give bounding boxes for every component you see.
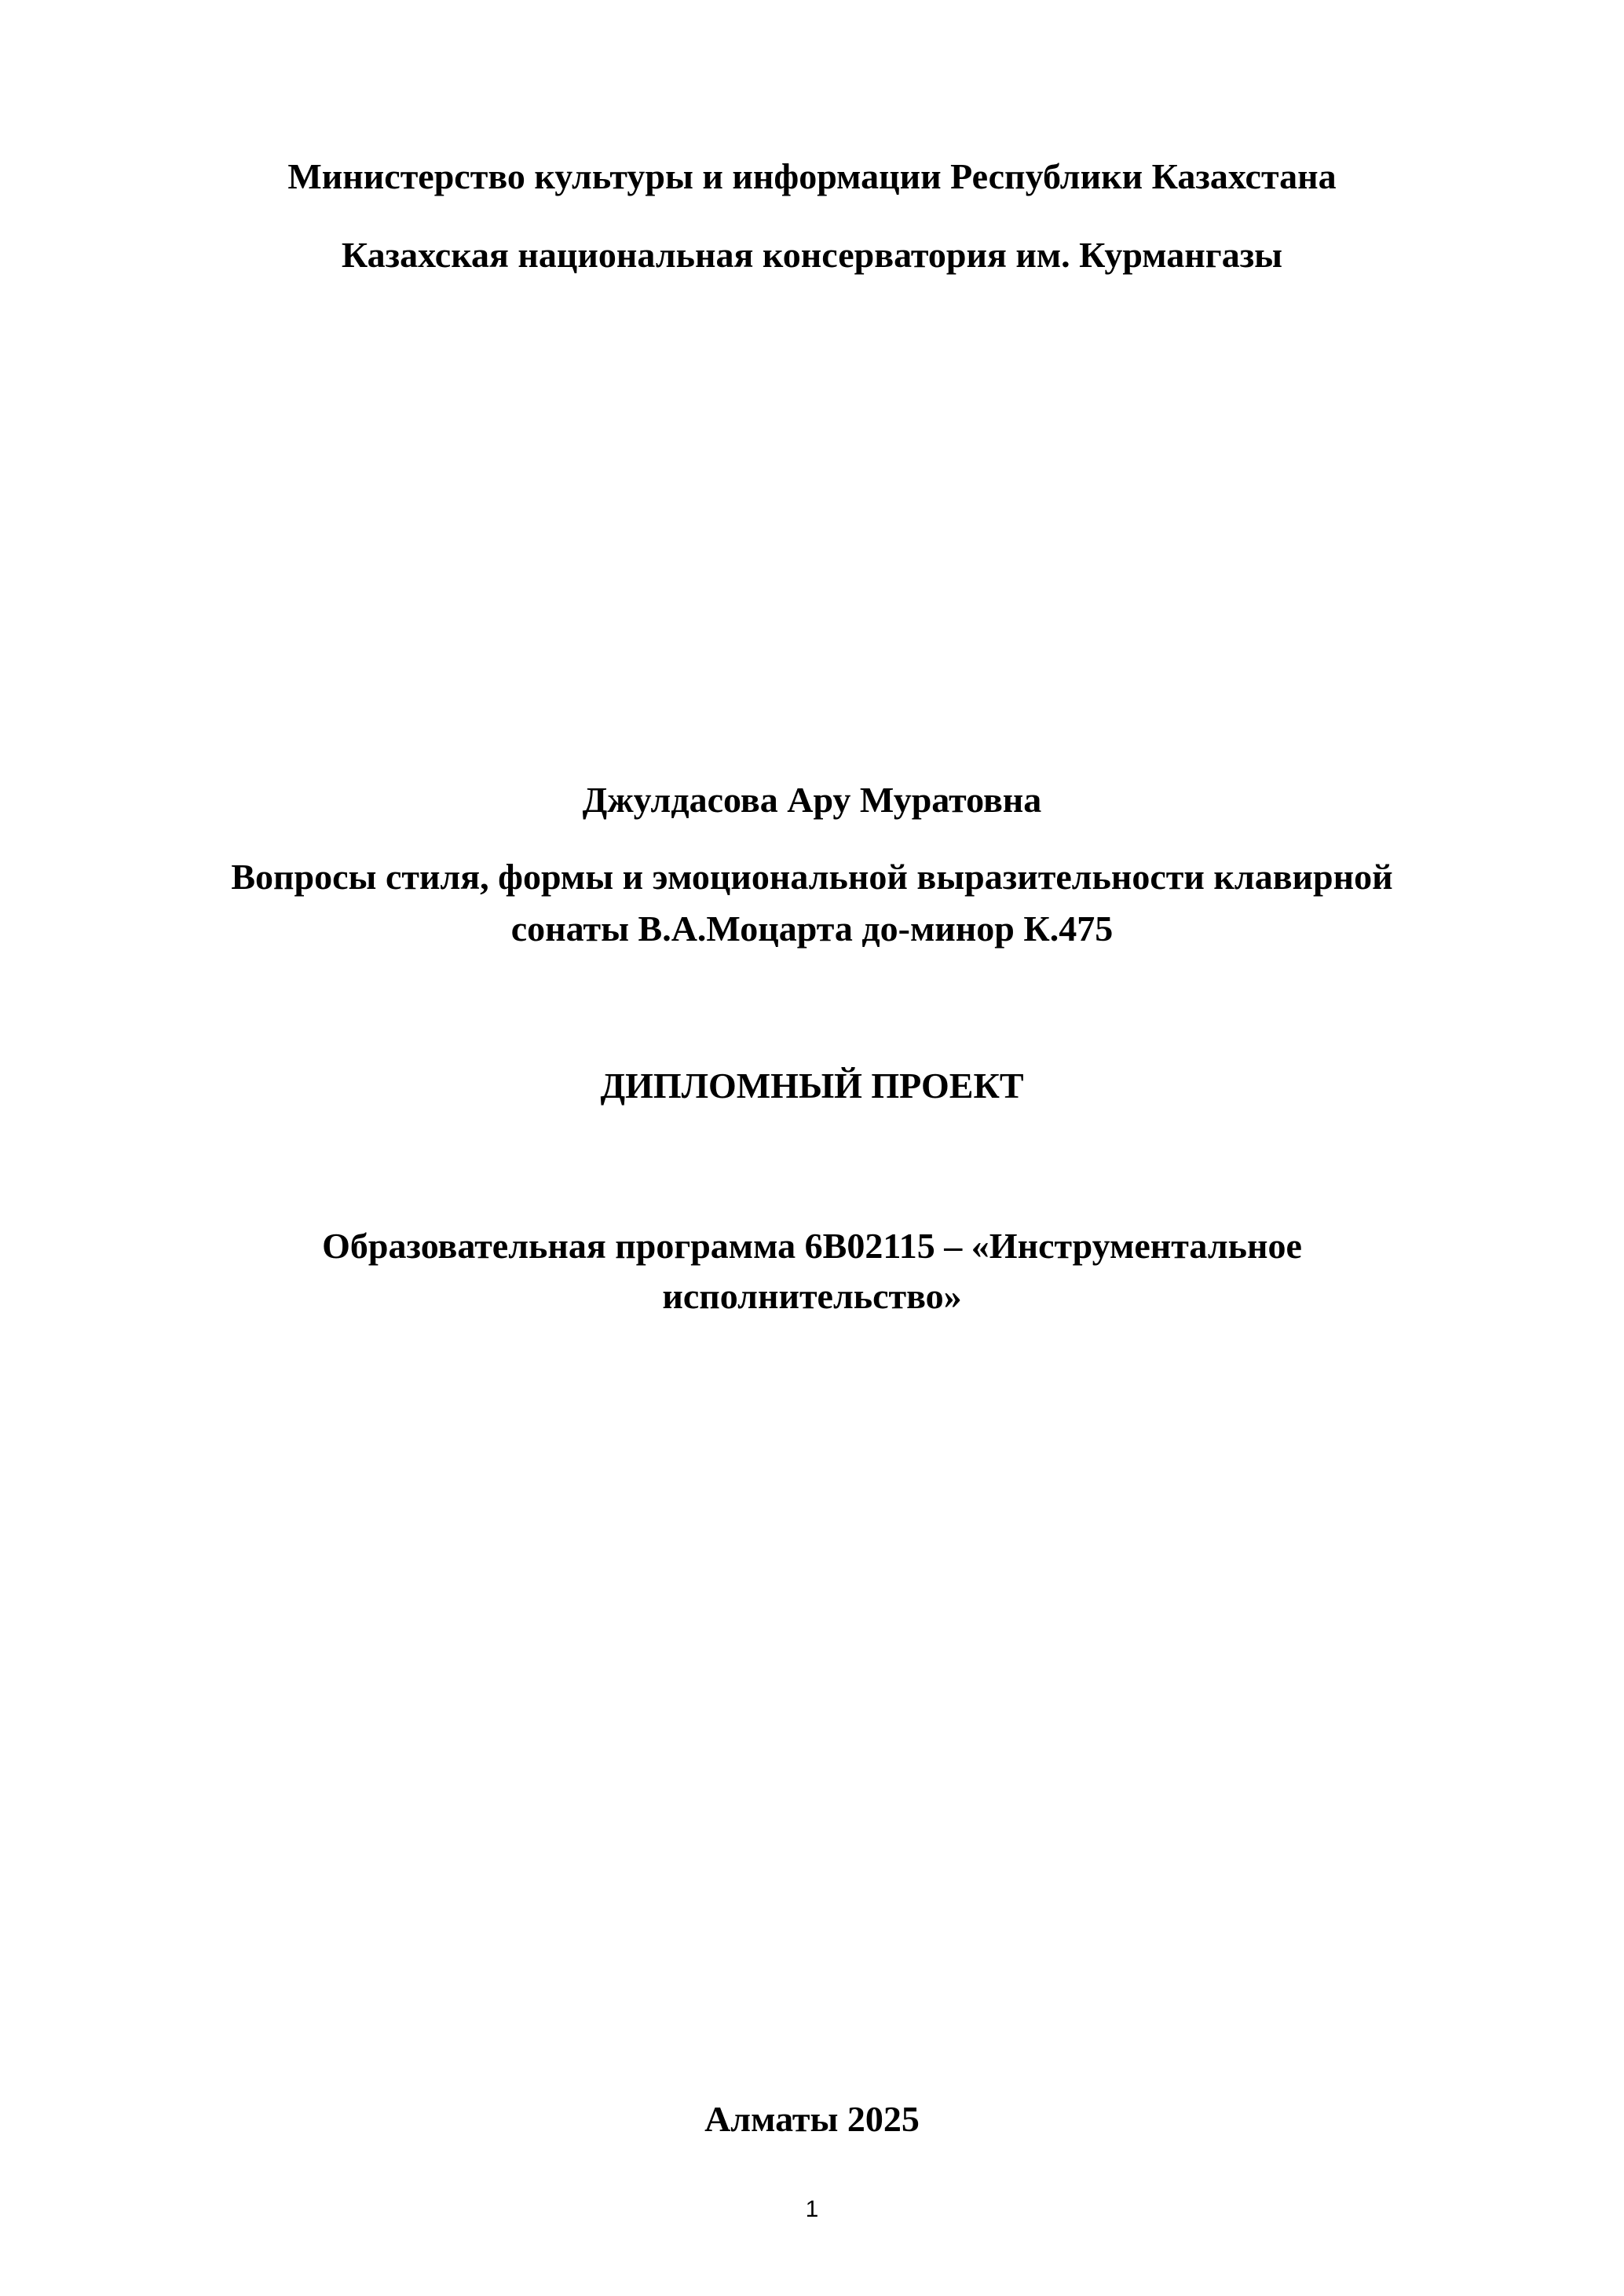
author-name: Джулдасова Ару Муратовна (582, 780, 1042, 820)
city-year: Алматы 2025 (704, 2099, 920, 2139)
institution-heading: Казахская национальная консерватория им. Курмангазы (341, 235, 1283, 275)
program-line-1: Образовательная программа 6В02115 – «Инструментальное (322, 1226, 1302, 1266)
work-title-line-1: Вопросы стиля, формы и эмоциональной выразительности клавирной (231, 857, 1393, 897)
document-type: ДИПЛОМНЫЙ ПРОЕКТ (600, 1066, 1024, 1106)
ministry-heading: Министерство культуры и информации Республики Казахстана (287, 156, 1337, 196)
program-line-2: исполнительство» (662, 1276, 962, 1316)
page-number: 1 (805, 2196, 819, 2222)
work-title-line-2: сонаты В.А.Моцарта до-минор К.475 (510, 909, 1114, 949)
